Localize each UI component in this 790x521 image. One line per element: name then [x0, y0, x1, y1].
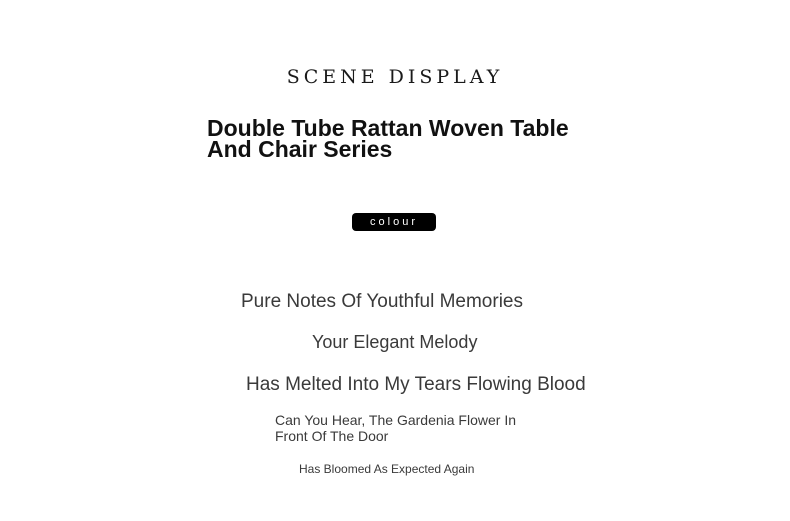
product-title: Double Tube Rattan Woven Table And Chair Series [207, 115, 569, 162]
lyric-line-3: Has Melted Into My Tears Flowing Blood [246, 374, 586, 395]
lyric-line-5: Has Bloomed As Expected Again [299, 462, 475, 476]
lyric-line-4: Can You Hear, The Gardenia Flower In Front Of The Door [275, 412, 517, 444]
scene-display-heading: SCENE DISPLAY [286, 66, 504, 88]
lyric-line-2: Your Elegant Melody [312, 332, 478, 352]
lyric-line-1: Pure Notes Of Youthful Memories [241, 291, 523, 312]
colour-badge[interactable]: colour [352, 213, 436, 231]
